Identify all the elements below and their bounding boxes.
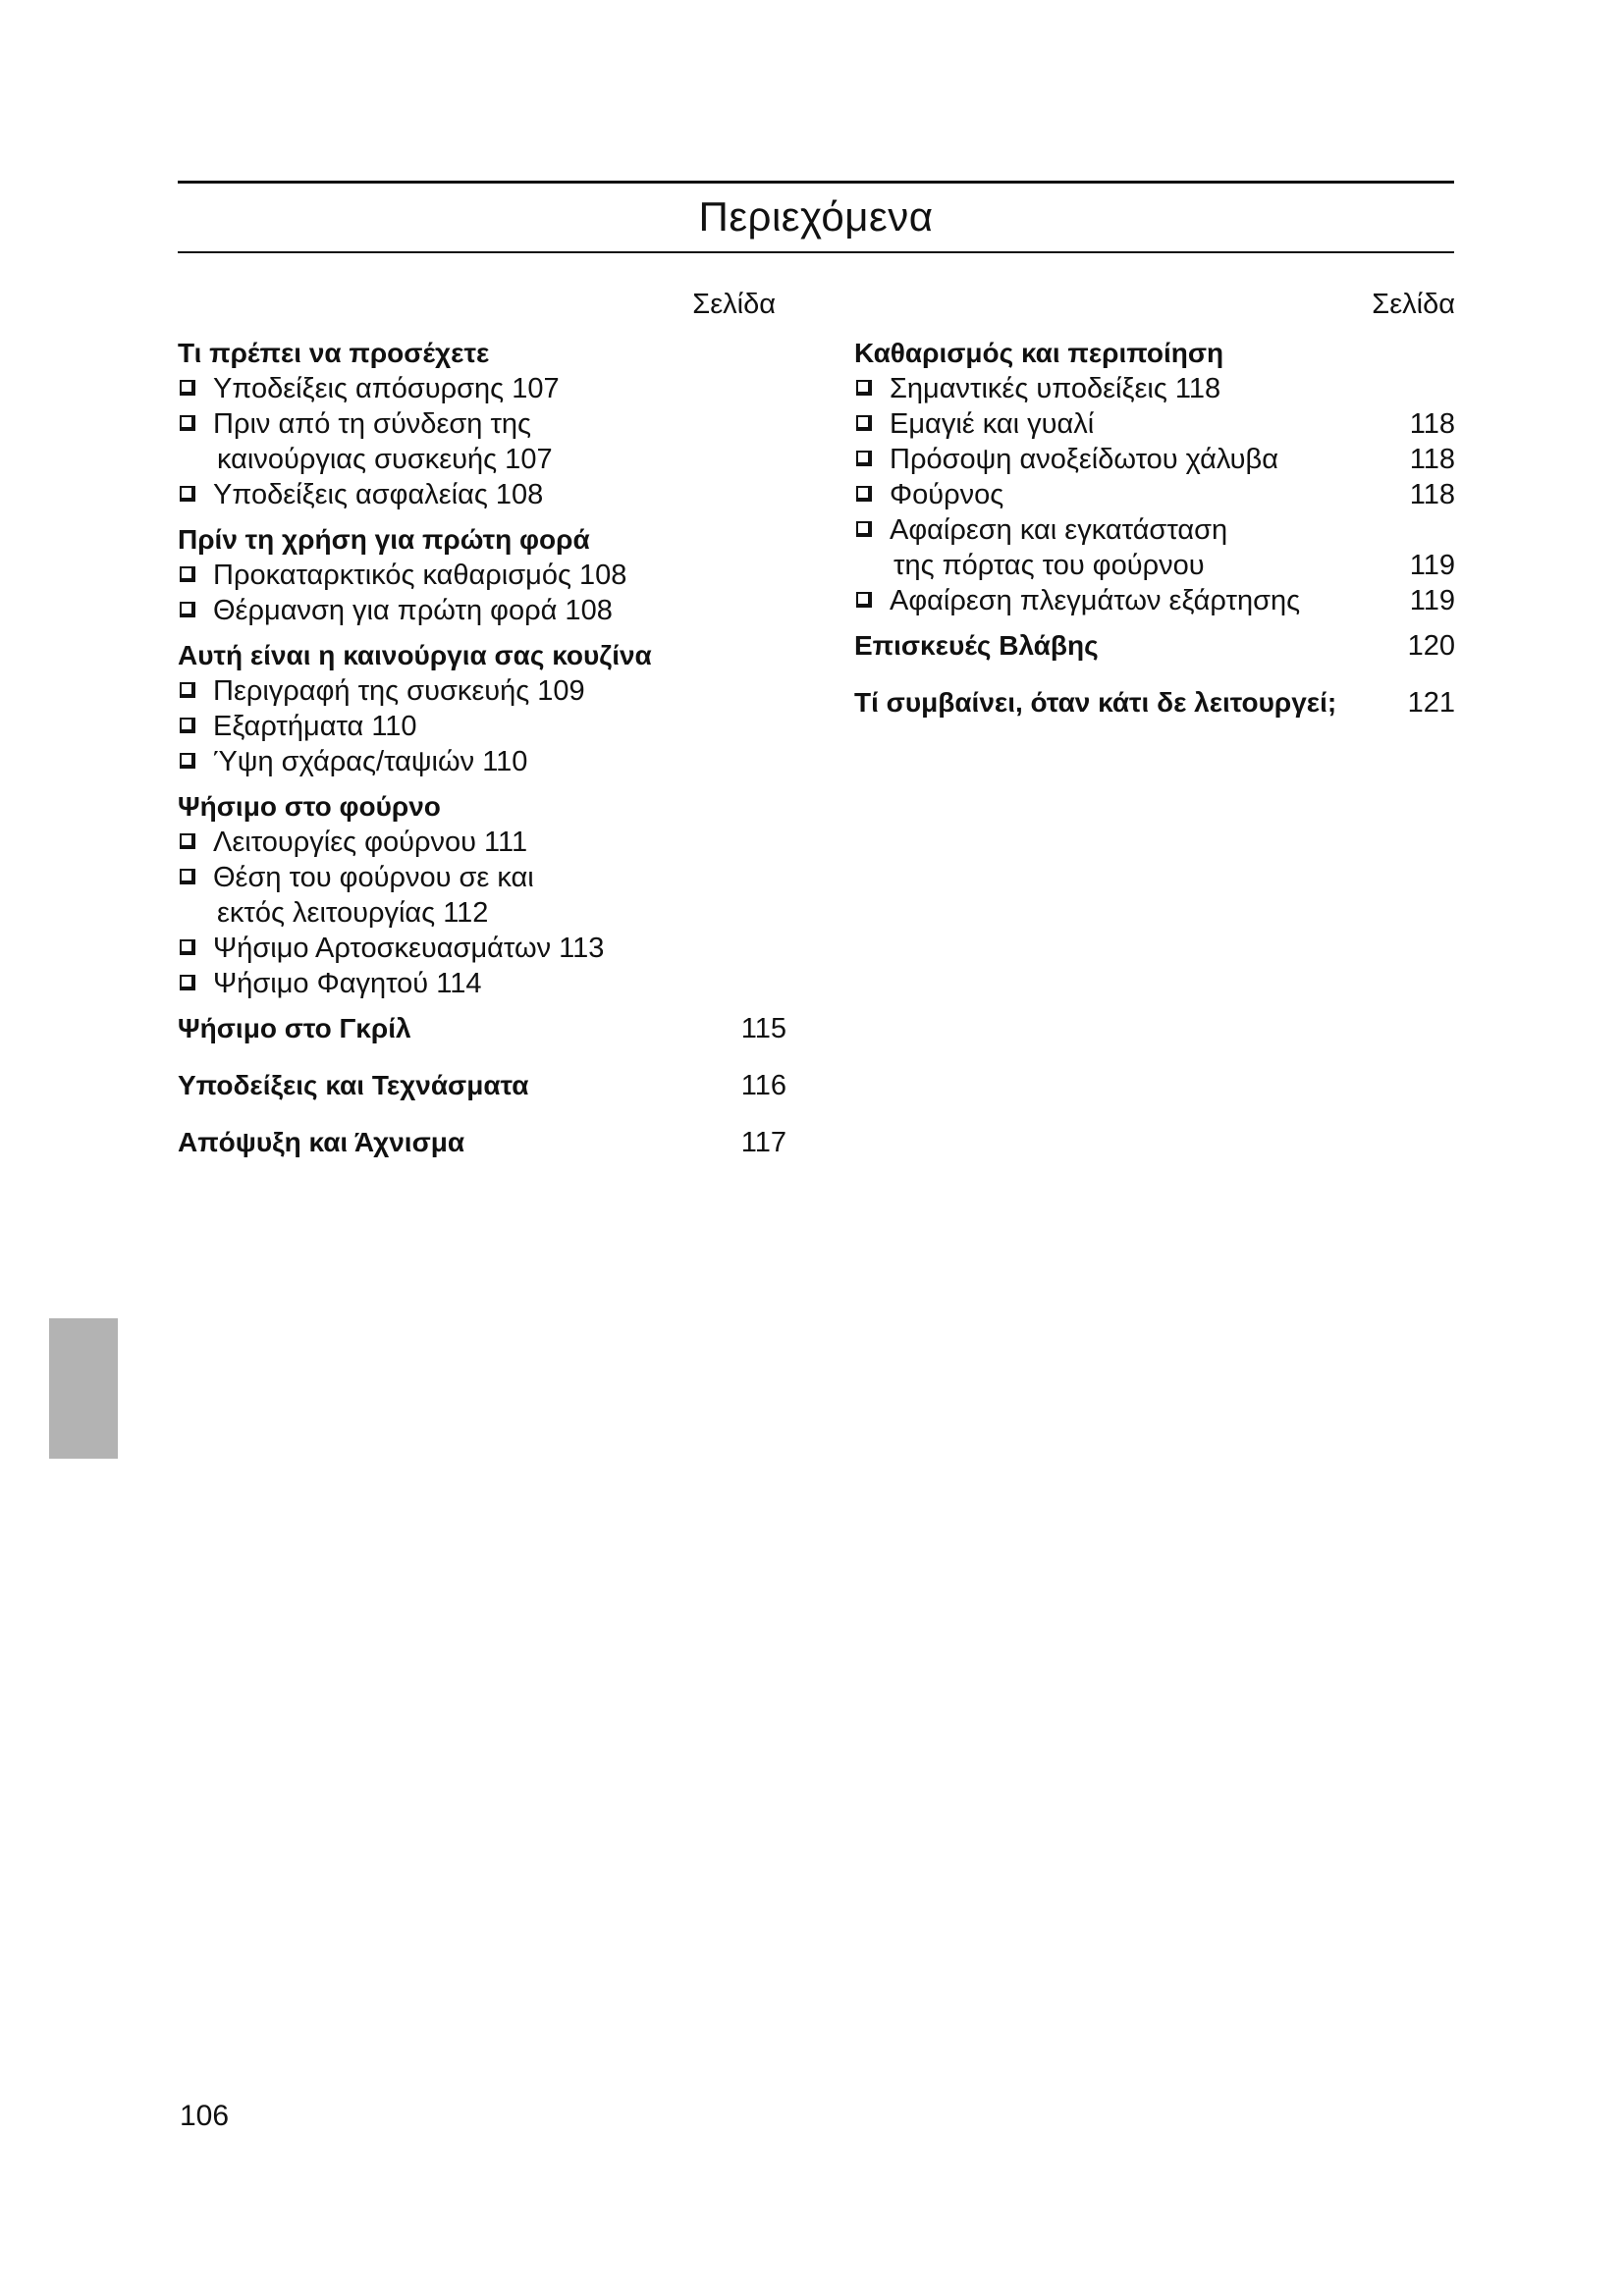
checkbox-bullet-icon [180, 718, 195, 733]
toc-section-page: 120 [1407, 630, 1455, 662]
toc-section [178, 1068, 786, 1103]
toc-entry [854, 406, 1455, 442]
toc-entry-page: 119 [1409, 550, 1455, 581]
toc-section [178, 1011, 786, 1046]
toc-section-title [178, 1068, 786, 1103]
toc-entry-continuation: εκτός λειτουργίας 112 [217, 897, 489, 929]
toc-entry-text: Αφαίρεση και εγκατάσταση [890, 514, 1228, 546]
page-title: Περιεχόμενα [698, 193, 934, 240]
toc-entry-text: Αφαίρεση πλεγμάτων εξάρτησης [890, 585, 1301, 616]
toc-entry-continuation: καινούργιας συσκευής 107 [217, 444, 553, 475]
title-rule-bottom [178, 251, 1454, 253]
toc-entry [854, 477, 1455, 512]
toc-section-title [178, 336, 786, 371]
toc-section-page: 117 [740, 1127, 786, 1158]
toc-section-page: 115 [740, 1013, 786, 1044]
checkbox-bullet-icon [856, 415, 872, 431]
toc-section-title [854, 336, 1455, 371]
toc-entry [178, 709, 786, 744]
checkbox-bullet-icon [856, 521, 872, 537]
toc-entry-text: Θέρμανση για πρώτη φορά 108 [213, 595, 613, 626]
toc-section-title-text: Πρίν τη χρήση για πρώτη φορά [178, 524, 590, 555]
toc-entry-text: Προκαταρκτικός καθαρισμός 108 [213, 560, 627, 591]
page-column-label: Σελίδα [692, 289, 776, 320]
toc-section [178, 336, 786, 512]
checkbox-bullet-icon [180, 380, 195, 396]
checkbox-bullet-icon [856, 592, 872, 608]
toc-right-sections [854, 336, 1455, 721]
toc-entry-text: Πρόσοψη ανοξείδωτου χάλυβα [890, 444, 1278, 475]
toc-section-title [178, 1011, 786, 1046]
checkbox-bullet-icon [180, 415, 195, 431]
checkbox-bullet-icon [856, 451, 872, 466]
title-rule-top [178, 181, 1454, 184]
toc-section-page: 121 [1407, 687, 1455, 719]
toc-section-title-text: Απόψυξη και Άχνισμα [178, 1127, 465, 1157]
chapter-tab-marker [49, 1318, 118, 1459]
toc-section-title-text: Τι πρέπει να προσέχετε [178, 338, 490, 368]
toc-entry-text: Ύψη σχάρας/ταψιών 110 [213, 746, 528, 777]
checkbox-bullet-icon [180, 486, 195, 502]
toc-entry [854, 512, 1455, 583]
toc-entry-text: Ψήσιμο Φαγητού 114 [213, 968, 482, 999]
toc-entry [854, 583, 1455, 618]
toc-section-title-text: Υποδείξεις και Τεχνάσματα [178, 1070, 529, 1100]
toc-left-sections [178, 336, 786, 1160]
toc-entry-text: Λειτουργίες φούρνου 111 [213, 827, 528, 858]
toc-section-page: 116 [740, 1070, 786, 1101]
page-number: 106 [180, 2100, 230, 2132]
toc-entry-page: 118 [1409, 408, 1455, 440]
toc-entry-text: Εξαρτήματα 110 [213, 711, 417, 742]
toc-entry [178, 860, 786, 931]
toc-section-title-text: Καθαρισμός και περιποίηση [854, 338, 1224, 368]
toc-section-title [178, 789, 786, 825]
toc-section-title-text: Ψήσιμο στο Γκρίλ [178, 1013, 411, 1043]
toc-entry [854, 442, 1455, 477]
toc-entry-text: Εμαγιέ και γυαλί [890, 408, 1095, 440]
toc-entry [178, 406, 786, 477]
toc-section [854, 685, 1455, 721]
checkbox-bullet-icon [180, 869, 195, 884]
toc-section [854, 336, 1455, 618]
checkbox-bullet-icon [180, 975, 195, 990]
toc-section-title-text: Αυτή είναι η καινούργια σας κουζίνα [178, 640, 652, 670]
toc-entry-text: Περιγραφή της συσκευής 109 [213, 675, 585, 707]
checkbox-bullet-icon [856, 486, 872, 502]
toc-entry-text: Υποδείξεις απόσυρσης 107 [213, 373, 560, 404]
toc-section-title-text: Ψήσιμο στο φούρνο [178, 791, 441, 822]
checkbox-bullet-icon [180, 753, 195, 769]
toc-entry-text: Φούρνος [890, 479, 1004, 510]
toc-section-title [178, 638, 786, 673]
toc-entry-text: Υποδείξεις ασφαλείας 108 [213, 479, 544, 510]
toc-section-title [854, 685, 1455, 721]
page-column-label: Σελίδα [1372, 289, 1455, 320]
toc-entry [178, 477, 786, 512]
toc-section [854, 628, 1455, 664]
toc-entry [178, 825, 786, 860]
toc-section [178, 1125, 786, 1160]
toc-left-column [178, 285, 786, 1182]
checkbox-bullet-icon [180, 939, 195, 955]
toc-section [178, 638, 786, 779]
toc-entry-page: 118 [1409, 444, 1455, 475]
toc-entry [178, 593, 786, 628]
toc-entry-text: Θέση του φούρνου σε και [213, 862, 534, 893]
toc-entry-continuation: της πόρτας του φούρνου [893, 550, 1205, 581]
toc-entry [178, 371, 786, 406]
toc-section [178, 522, 786, 628]
toc-entry [178, 744, 786, 779]
checkbox-bullet-icon [180, 682, 195, 698]
toc-entry-text: Ψήσιμο Αρτοσκευασμάτων 113 [213, 933, 605, 964]
toc-section [178, 789, 786, 1001]
toc-entry [178, 673, 786, 709]
toc-entry [178, 931, 786, 966]
toc-entry [854, 371, 1455, 406]
checkbox-bullet-icon [856, 380, 872, 396]
toc-entry [178, 966, 786, 1001]
toc-section-title [178, 1125, 786, 1160]
toc-section-title-text: Τί συμβαίνει, όταν κάτι δε λειτουργεί; [854, 687, 1337, 718]
checkbox-bullet-icon [180, 833, 195, 849]
checkbox-bullet-icon [180, 602, 195, 617]
toc-entry [178, 558, 786, 593]
toc-section-title [178, 522, 786, 558]
toc-section-title-text: Επισκευές Βλάβης [854, 630, 1099, 661]
toc-entry-page: 118 [1409, 479, 1455, 510]
toc-entry-text: Πριν από τη σύνδεση της [213, 408, 532, 440]
toc-entry-page: 119 [1409, 585, 1455, 616]
toc-section-title [854, 628, 1455, 664]
checkbox-bullet-icon [180, 566, 195, 582]
toc-right-column [854, 285, 1455, 742]
toc-entry-text: Σημαντικές υποδείξεις 118 [890, 373, 1221, 404]
